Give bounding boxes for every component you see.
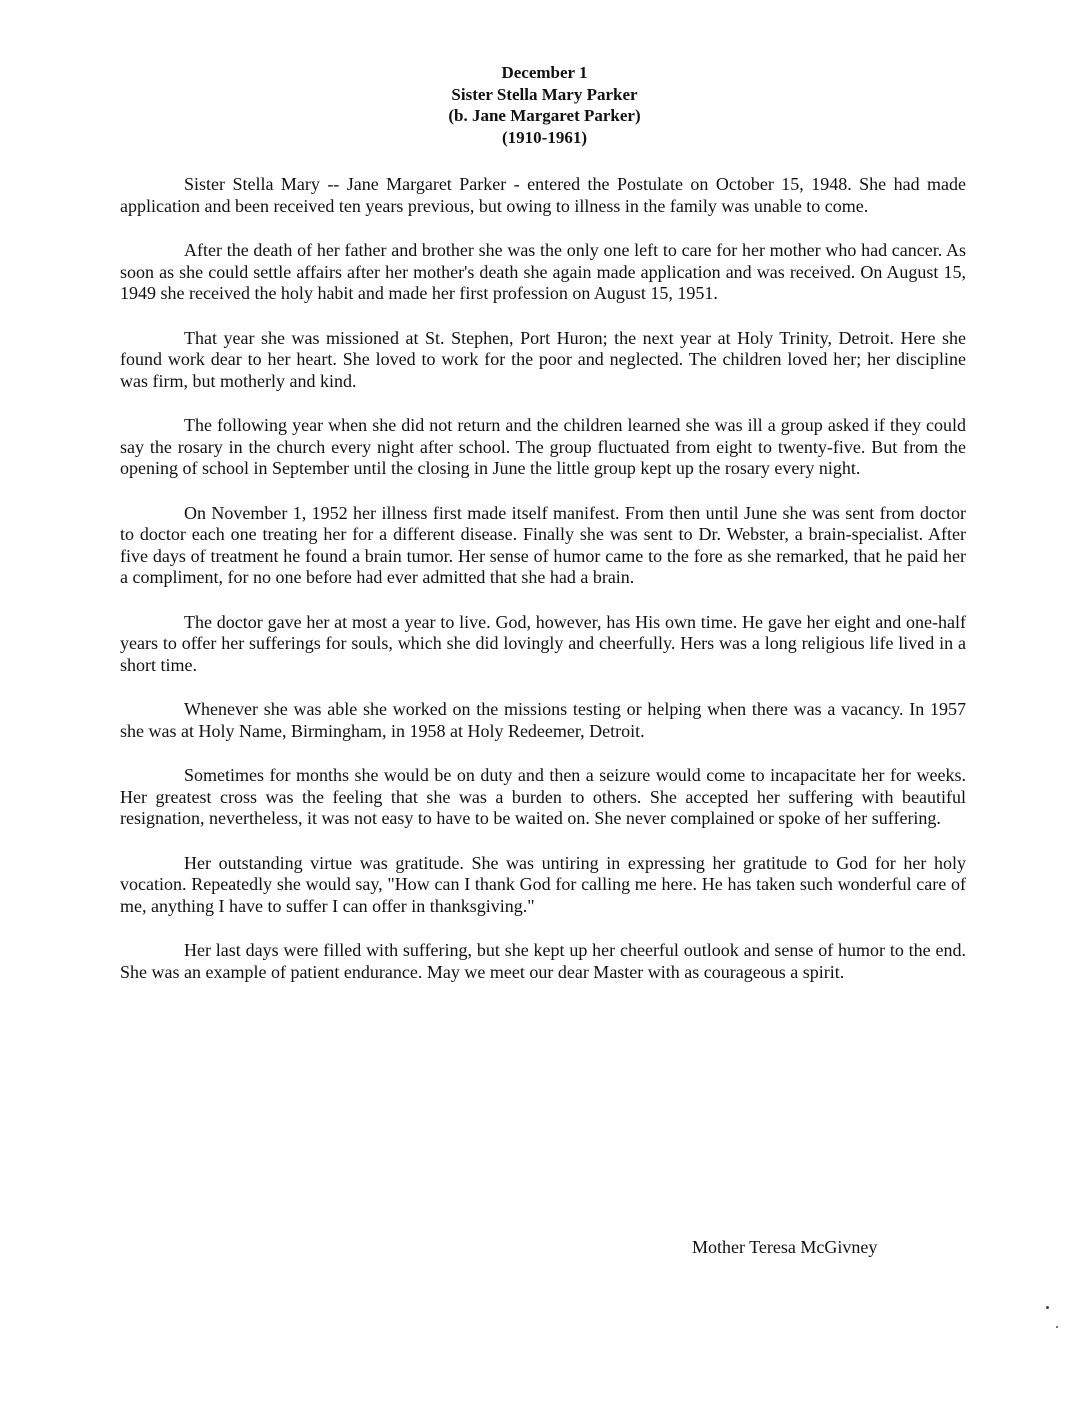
document-body — [120, 174, 966, 1006]
paragraph: Her outstanding virtue was gratitude. She was untiring in expressing her gratitude to God for her holy vocation. Repeatedly she would say, "How can I thank God for calling me here. He has taken such wonderful care of me, anything I have to suffer I can offer in thanksgiving." — [120, 852, 966, 916]
paragraph: That year she was missioned at St. Stephen, Port Huron; the next year at Holy Trinity, Detroit. Here she found work dear to her heart. She loved to work for the poor and neglected. The children loved her; her discipline was firm, but motherly and kind. — [120, 327, 966, 391]
scan-speck — [1046, 1306, 1049, 1309]
scan-speck — [1056, 1326, 1058, 1328]
document-heading — [0, 62, 1088, 148]
heading-date: December 1 — [501, 63, 588, 82]
paragraph: The following year when she did not return and the children learned she was ill a group asked if they could say the rosary in the church every night after school. The group fluctuated from eight to twenty-five. But from the opening of school in September until the closing in June the little group kept up the rosary every night. — [120, 415, 966, 478]
paragraph: On November 1, 1952 her illness first made itself manifest. From then until June she was sent from doctor to doctor each one treating her for a different disease. Finally she was sent to Dr. Webster, a brain-specialist. After five days of treatment he found a brain tumor. Her sense of humor came to the fore as she remarked, that he paid her a compliment, for no one before had ever admitted that she had a brain. — [120, 502, 966, 587]
paragraph: Sister Stella Mary -- Jane Margaret Parker - entered the Postulate on October 15, 1948. She had made application and been received ten years previous, but owing to illness in the family was unable to come. — [120, 174, 966, 216]
paragraph: Sometimes for months she would be on duty and then a seizure would come to incapacitate her for weeks. Her greatest cross was the feeling that she was a burden to others. She accepted her suffering with beautiful resignation, nevertheless, it was not easy to have to be waited on. She never complained or spoke of her suffering. — [120, 765, 966, 828]
heading-name: Sister Stella Mary Parker — [451, 84, 638, 104]
paragraph: The doctor gave her at most a year to live. God, however, has His own time. He gave her eight and one-half years to offer her sufferings for souls, which she did lovingly and cheerfully. Hers was a long religious life lived in a short time. — [120, 611, 966, 675]
signature: Mother Teresa McGivney — [692, 1237, 878, 1257]
heading-birth-name: (b. Jane Margaret Parker) — [448, 106, 641, 125]
paragraph: Her last days were filled with suffering, but she kept up her cheerful outlook and sense of humor to the end. She was an example of patient endurance. May we meet our dear Master with as courageous a spirit. — [120, 940, 966, 982]
heading-years: (1910-1961) — [502, 127, 587, 147]
paragraph: After the death of her father and brother she was the only one left to care for her mother who had cancer. As soon as she could settle affairs after her mother's death she again made application and was received. On August 15, 1949 she received the holy habit and made her first profession on August 15, 1951. — [120, 240, 966, 303]
paragraph: Whenever she was able she worked on the missions testing or helping when there was a vacancy. In 1957 she was at Holy Name, Birmingham, in 1958 at Holy Redeemer, Detroit. — [120, 699, 966, 741]
